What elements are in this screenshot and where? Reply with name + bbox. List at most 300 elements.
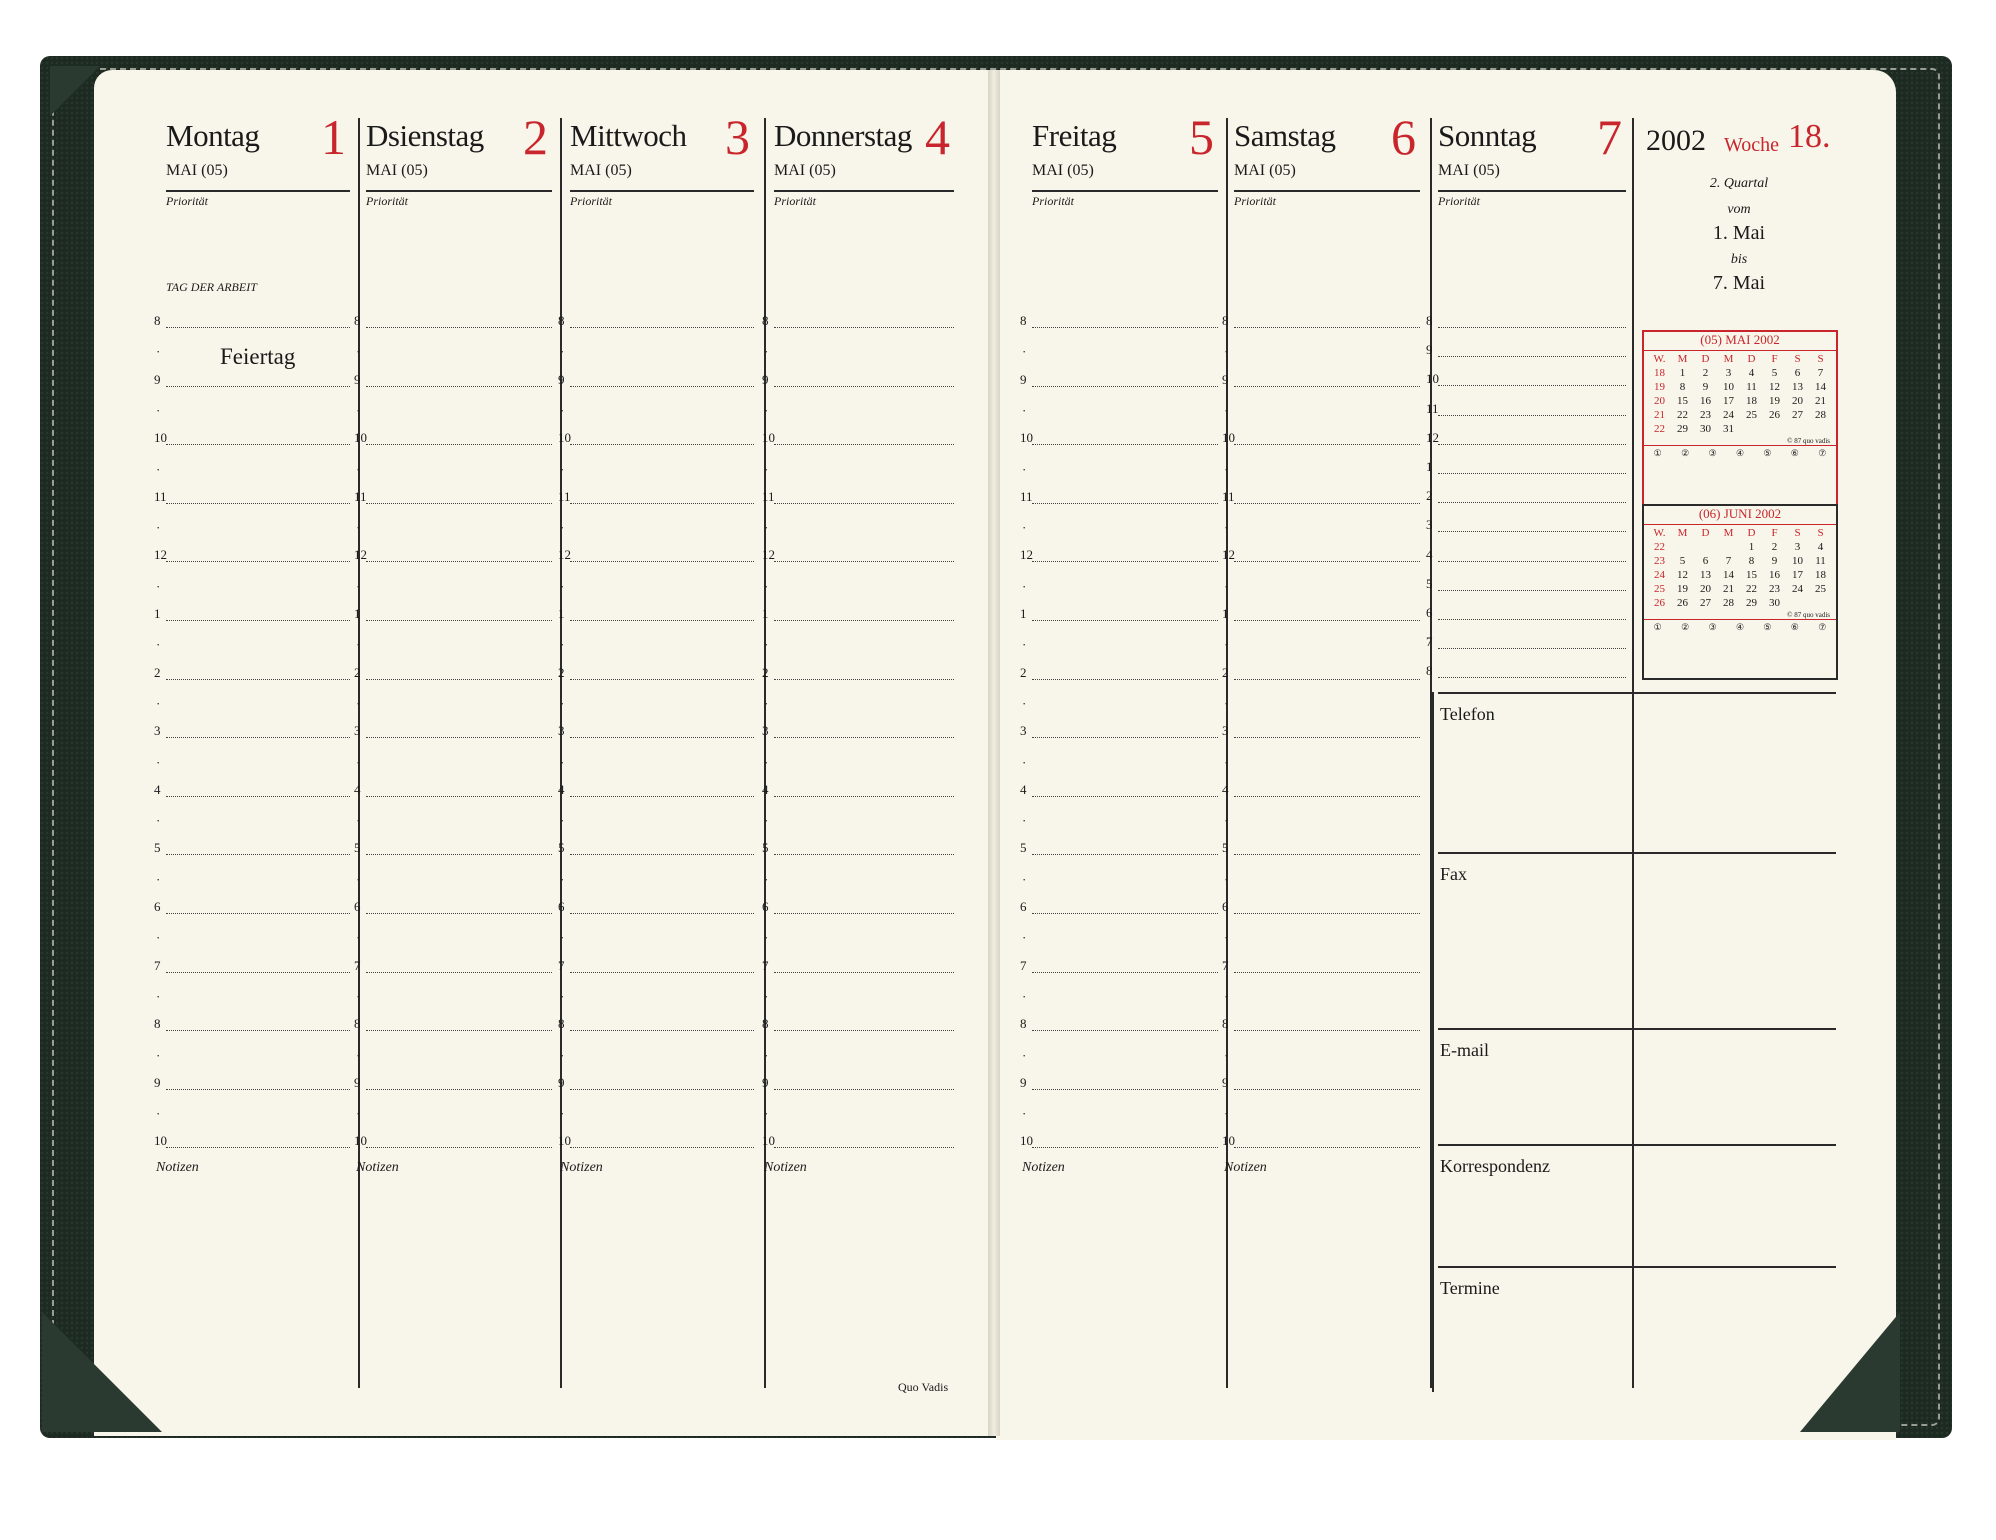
column-divider <box>1226 118 1228 1388</box>
week-number-cell: 24 <box>1654 569 1665 581</box>
notes-label: Notizen <box>1022 1160 1065 1175</box>
moon-phase-icon: ① <box>1653 448 1662 458</box>
hour-label: 8 <box>558 1016 565 1032</box>
day-cell: 25 <box>1815 583 1826 595</box>
hour-line[interactable] <box>1234 327 1420 329</box>
half-hour-marker: · <box>1022 520 1027 536</box>
hour-line[interactable] <box>1032 327 1218 329</box>
hour-label: 2 <box>558 664 565 680</box>
book-gutter <box>988 70 1000 1436</box>
mini-calendar-grid <box>1644 351 1836 437</box>
hour-line[interactable] <box>570 679 754 681</box>
hour-line[interactable] <box>570 620 754 622</box>
day-cell: 7 <box>1725 555 1732 567</box>
hour-line[interactable] <box>166 796 350 798</box>
weekday-header: M <box>1723 527 1734 539</box>
hour-label: 4 <box>558 781 565 797</box>
section-fax[interactable]: Fax <box>1440 864 1467 884</box>
half-hour-marker: · <box>764 813 769 829</box>
hour-line[interactable] <box>366 854 552 856</box>
header-rule <box>774 190 954 192</box>
day-cell: 24 <box>1792 583 1803 595</box>
half-hour-marker: · <box>1224 754 1229 770</box>
hour-line[interactable] <box>366 386 552 388</box>
hour-line[interactable] <box>366 1089 552 1091</box>
half-hour-marker: · <box>764 754 769 770</box>
hour-line[interactable] <box>166 620 350 622</box>
section-rule <box>1438 692 1836 694</box>
hour-label: 3 <box>762 723 769 739</box>
hour-line[interactable] <box>166 972 350 974</box>
hour-label: 4 <box>1222 781 1229 797</box>
mini-calendar-footer: © 87 quo vadis <box>1787 611 1830 619</box>
day-column-3 <box>570 100 754 300</box>
moon-phase-icon: ② <box>1681 622 1690 632</box>
half-hour-marker: · <box>356 1047 361 1063</box>
half-hour-marker: · <box>764 402 769 418</box>
half-hour-marker: · <box>1022 988 1027 1004</box>
hour-line[interactable] <box>1032 972 1218 974</box>
hour-line <box>1438 502 1626 504</box>
hour-line <box>1438 444 1626 446</box>
half-hour-marker: · <box>156 695 161 711</box>
half-hour-marker: · <box>156 461 161 477</box>
hour-label: 2 <box>354 664 361 680</box>
hour-line[interactable] <box>570 327 754 329</box>
hour-label: 11 <box>1222 488 1235 504</box>
hour-label: 10 <box>154 430 167 446</box>
column-divider <box>560 118 565 1388</box>
half-hour-marker: · <box>560 988 565 1004</box>
half-hour-marker: · <box>1224 637 1229 653</box>
hour-line[interactable] <box>1234 737 1420 739</box>
hour-line <box>1438 619 1626 621</box>
hour-label: 5 <box>558 840 565 856</box>
day-cell: 1 <box>1748 541 1755 553</box>
day-number: 2 <box>523 109 548 165</box>
day-cell: 22 <box>1677 409 1688 421</box>
hour-label: 8 <box>558 313 565 328</box>
day-name: Freitag <box>1032 118 1117 153</box>
hour-label: 1 <box>354 606 361 621</box>
hour-line[interactable] <box>1032 679 1218 681</box>
hour-label: 7 <box>354 957 361 973</box>
moon-phase-icon: ⑤ <box>1763 622 1772 632</box>
hour-label: 12 <box>1222 547 1235 563</box>
day-cell: 15 <box>1746 569 1757 581</box>
hour-label: 2 <box>1426 488 1433 504</box>
week-number-cell: 18 <box>1654 367 1665 379</box>
hour-line[interactable] <box>366 679 552 681</box>
half-hour-marker: · <box>764 1047 769 1063</box>
day-cell: 15 <box>1677 395 1688 407</box>
half-hour-marker: · <box>764 988 769 1004</box>
hour-label: 6 <box>1222 899 1229 914</box>
hour-line[interactable] <box>1032 1147 1218 1149</box>
hour-label: 7 <box>558 957 565 973</box>
hour-line[interactable] <box>570 503 754 505</box>
half-hour-marker: · <box>560 813 565 829</box>
half-hour-marker: · <box>560 402 565 418</box>
half-hour-marker: · <box>356 461 361 477</box>
hour-label: 10 <box>1222 430 1235 446</box>
half-hour-marker: · <box>1022 578 1027 594</box>
day-cell: 13 <box>1700 569 1711 581</box>
day-cell: 20 <box>1792 395 1803 407</box>
half-hour-marker: · <box>1224 520 1229 536</box>
hour-line[interactable] <box>166 1089 350 1091</box>
hour-line <box>1438 648 1626 650</box>
half-hour-marker: · <box>156 402 161 418</box>
half-hour-marker: · <box>1022 1047 1027 1063</box>
hour-line[interactable] <box>774 1147 954 1149</box>
day-cell: 11 <box>1815 555 1826 567</box>
hour-line[interactable] <box>774 854 954 856</box>
hour-label: 1 <box>1020 606 1027 621</box>
hour-line[interactable] <box>570 386 754 388</box>
moon-phases <box>1644 445 1836 461</box>
priority-label: Priorität <box>1032 194 1075 208</box>
hour-label: 10 <box>1222 1133 1235 1149</box>
weekday-header: D <box>1701 353 1710 365</box>
hour-line[interactable] <box>1032 561 1218 563</box>
hour-line[interactable] <box>570 1030 754 1032</box>
hour-line[interactable] <box>366 444 552 446</box>
moon-phase-icon: ⑥ <box>1790 622 1799 632</box>
day-cell: 17 <box>1723 395 1734 407</box>
half-hour-marker: · <box>156 754 161 770</box>
hour-line[interactable] <box>570 561 754 563</box>
day-column-2 <box>366 100 552 300</box>
half-hour-marker: · <box>1022 344 1027 360</box>
holiday-name: TAG DER ARBEIT <box>166 280 257 294</box>
moon-phase-icon: ④ <box>1735 448 1745 458</box>
hour-line[interactable] <box>570 1089 754 1091</box>
hour-label: 9 <box>154 1074 161 1090</box>
hour-line[interactable] <box>166 1147 350 1149</box>
hour-label: 2 <box>1020 664 1027 680</box>
hour-label: 9 <box>762 371 769 387</box>
notes-label: Notizen <box>156 1160 199 1175</box>
section-korrespondenz[interactable]: Korrespondenz <box>1440 1156 1550 1176</box>
day-cell: 26 <box>1677 597 1688 609</box>
hour-label: 7 <box>1020 957 1027 973</box>
week-number-cell: 26 <box>1654 597 1665 609</box>
hour-line[interactable] <box>1234 620 1420 622</box>
half-hour-marker: · <box>560 520 565 536</box>
half-hour-marker: · <box>1022 813 1027 829</box>
hour-line[interactable] <box>366 913 552 915</box>
day-cell: 18 <box>1746 395 1757 407</box>
hour-label: 3 <box>154 723 161 739</box>
hour-line[interactable] <box>774 444 954 446</box>
day-cell <box>1671 541 1694 553</box>
day-cell: 9 <box>1771 555 1778 567</box>
day-cell: 12 <box>1677 569 1688 581</box>
half-hour-marker: · <box>156 344 161 360</box>
hour-label: 4 <box>354 781 361 797</box>
day-name: Montag <box>166 118 260 153</box>
hour-line[interactable] <box>570 972 754 974</box>
mini-calendar-grid <box>1644 525 1836 611</box>
hour-label: 9 <box>354 1074 361 1090</box>
section-termine[interactable]: Termine <box>1440 1278 1500 1298</box>
half-hour-marker: · <box>560 1047 565 1063</box>
hour-line[interactable] <box>366 327 552 329</box>
half-hour-marker: · <box>156 578 161 594</box>
half-hour-marker: · <box>356 813 361 829</box>
hour-line[interactable] <box>1234 444 1420 446</box>
day-column-7 <box>1438 100 1626 300</box>
hour-line[interactable] <box>366 503 552 505</box>
half-hour-marker: · <box>560 461 565 477</box>
hour-label: 8 <box>1222 313 1229 328</box>
section-rule <box>1438 852 1836 854</box>
hour-line[interactable] <box>1234 796 1420 798</box>
hour-label: 8 <box>354 313 361 328</box>
half-hour-marker: · <box>156 1106 161 1122</box>
weekday-header: S <box>1794 353 1801 365</box>
hour-line[interactable] <box>166 444 350 446</box>
mini-calendar-june <box>1642 504 1838 680</box>
hour-label: 4 <box>154 781 161 797</box>
hour-line[interactable] <box>1234 913 1420 915</box>
hour-label: 10 <box>154 1133 167 1149</box>
hour-line <box>1438 590 1626 592</box>
half-hour-marker: · <box>764 695 769 711</box>
hour-label: 5 <box>1426 575 1433 591</box>
hour-line[interactable] <box>774 1030 954 1032</box>
hour-line[interactable] <box>570 913 754 915</box>
day-cell: 13 <box>1792 381 1803 393</box>
hour-line[interactable] <box>1032 737 1218 739</box>
hour-line[interactable] <box>570 796 754 798</box>
hour-line[interactable] <box>774 327 954 329</box>
priority-label: Priorität <box>1234 194 1277 208</box>
half-hour-marker: · <box>356 637 361 653</box>
hour-label: 10 <box>354 430 367 446</box>
day-cell <box>1809 597 1832 609</box>
hour-line[interactable] <box>774 972 954 974</box>
hour-line[interactable] <box>1032 1089 1218 1091</box>
half-hour-marker: · <box>1022 1106 1027 1122</box>
half-hour-marker: · <box>560 637 565 653</box>
hour-line[interactable] <box>1234 1089 1420 1091</box>
hour-line[interactable] <box>774 561 954 563</box>
hour-line[interactable] <box>1032 386 1218 388</box>
hour-label: 5 <box>154 840 161 856</box>
hour-line[interactable] <box>1234 503 1420 505</box>
hour-line <box>1438 561 1626 563</box>
hour-line[interactable] <box>366 1147 552 1149</box>
hour-label: 8 <box>154 1016 161 1032</box>
section-divider <box>1432 692 1434 1392</box>
hour-line[interactable] <box>1234 972 1420 974</box>
day-column-5 <box>1032 100 1218 300</box>
hour-label: 8 <box>762 313 769 328</box>
day-cell: 21 <box>1723 583 1734 595</box>
half-hour-marker: · <box>764 871 769 887</box>
week-label: Woche <box>1724 134 1780 156</box>
hour-label: 8 <box>154 313 161 328</box>
hour-line[interactable] <box>1032 796 1218 798</box>
header-rule <box>1234 190 1420 192</box>
hour-line[interactable] <box>366 620 552 622</box>
hour-label: 12 <box>1020 547 1033 563</box>
hour-label: 12 <box>1426 429 1439 445</box>
hour-label: 1 <box>154 606 161 621</box>
day-cell: 24 <box>1723 409 1734 421</box>
day-column-4 <box>774 100 954 300</box>
column-divider <box>358 118 360 1388</box>
half-hour-marker: · <box>560 871 565 887</box>
hour-line[interactable] <box>570 1147 754 1149</box>
hour-line[interactable] <box>774 386 954 388</box>
quarter-label: 2. Quartal <box>1709 176 1769 191</box>
day-cell: 5 <box>1679 555 1686 567</box>
hour-label: 8 <box>1020 313 1027 328</box>
hour-line[interactable] <box>1234 1147 1420 1149</box>
hour-label: 11 <box>154 488 167 504</box>
hour-label: 2 <box>154 664 161 680</box>
day-cell: 5 <box>1771 367 1778 379</box>
day-cell: 3 <box>1725 367 1732 379</box>
moon-phase-icon: ② <box>1681 448 1690 458</box>
hour-line[interactable] <box>166 854 350 856</box>
hour-line[interactable] <box>774 1089 954 1091</box>
hour-line[interactable] <box>1032 1030 1218 1032</box>
half-hour-marker: · <box>1224 1106 1229 1122</box>
day-month: MAI (05) <box>570 162 632 179</box>
hour-label: 8 <box>762 1016 769 1032</box>
day-cell: 25 <box>1746 409 1757 421</box>
half-hour-marker: · <box>1224 813 1229 829</box>
half-hour-marker: · <box>1224 988 1229 1004</box>
day-month: MAI (05) <box>1234 162 1296 179</box>
hour-line[interactable] <box>166 737 350 739</box>
moon-phase-icon: ⑥ <box>1790 448 1799 458</box>
day-cell: 10 <box>1792 555 1803 567</box>
hour-label: 9 <box>1020 371 1027 387</box>
day-cell <box>1717 541 1740 553</box>
half-hour-marker: · <box>356 344 361 360</box>
half-hour-marker: · <box>560 344 565 360</box>
hour-line[interactable] <box>570 737 754 739</box>
hour-line[interactable] <box>774 737 954 739</box>
day-cell: 23 <box>1700 409 1711 421</box>
hour-line[interactable] <box>366 1030 552 1032</box>
hour-line[interactable] <box>366 796 552 798</box>
hour-line[interactable] <box>570 854 754 856</box>
hour-label: 8 <box>1426 313 1433 328</box>
column-divider <box>764 118 769 1388</box>
notes-label: Notizen <box>560 1160 603 1175</box>
hour-label: 6 <box>154 899 161 914</box>
day-number: 7 <box>1597 109 1622 165</box>
day-cell: 16 <box>1769 569 1780 581</box>
priority-label: Priorität <box>1438 194 1481 208</box>
section-rule <box>1438 1028 1836 1030</box>
hour-line[interactable] <box>1234 854 1420 856</box>
hour-line[interactable] <box>1032 854 1218 856</box>
hour-line[interactable] <box>1234 561 1420 563</box>
hour-label: 4 <box>1020 781 1027 797</box>
hour-label: 3 <box>354 723 361 739</box>
mini-calendar-may <box>1642 330 1838 506</box>
hour-label: 9 <box>154 371 161 387</box>
hour-label: 10 <box>762 1133 775 1149</box>
hour-line[interactable] <box>774 913 954 915</box>
half-hour-marker: · <box>356 1106 361 1122</box>
hour-line[interactable] <box>1234 679 1420 681</box>
notes-label: Notizen <box>764 1160 807 1175</box>
hour-line[interactable] <box>166 503 350 505</box>
section-email[interactable]: E-mail <box>1440 1040 1489 1060</box>
hour-line[interactable] <box>366 972 552 974</box>
hour-line[interactable] <box>166 1030 350 1032</box>
hour-line[interactable] <box>366 737 552 739</box>
hour-label: 12 <box>354 547 367 563</box>
hour-label: 8 <box>354 1016 361 1032</box>
priority-label: Priorität <box>570 194 613 208</box>
day-column-1 <box>166 100 350 300</box>
hour-line <box>1438 677 1626 679</box>
half-hour-marker: · <box>1022 695 1027 711</box>
column-divider <box>1632 118 1634 1388</box>
hour-line[interactable] <box>1234 386 1420 388</box>
hour-label: 10 <box>1020 430 1033 446</box>
day-cell: 8 <box>1679 381 1686 393</box>
half-hour-marker: · <box>1224 402 1229 418</box>
hour-line[interactable] <box>774 796 954 798</box>
week-number-cell: 22 <box>1654 541 1665 553</box>
hour-label: 9 <box>762 1074 769 1090</box>
hour-line[interactable] <box>166 561 350 563</box>
hour-line[interactable] <box>1032 913 1218 915</box>
hour-line[interactable] <box>166 679 350 681</box>
hour-label: 9 <box>558 371 565 387</box>
hour-line[interactable] <box>166 386 350 388</box>
day-cell: 2 <box>1771 541 1778 553</box>
mini-calendar-title: (05) MAI 2002 <box>1644 332 1836 351</box>
day-cell: 29 <box>1746 597 1757 609</box>
hour-label: 8 <box>1222 1016 1229 1032</box>
hour-line[interactable] <box>1032 444 1218 446</box>
moon-phase-icon: ③ <box>1708 622 1717 632</box>
section-telefon[interactable]: Telefon <box>1440 704 1495 724</box>
day-cell: 18 <box>1815 569 1826 581</box>
hour-label: 3 <box>1426 517 1433 533</box>
weekday-header: D <box>1701 527 1710 539</box>
hour-line[interactable] <box>166 913 350 915</box>
hour-label: 10 <box>1426 371 1439 387</box>
half-hour-marker: · <box>356 402 361 418</box>
header-rule <box>366 190 552 192</box>
week-number-cell: 23 <box>1654 555 1665 567</box>
priority-label: Priorität <box>774 194 817 208</box>
hour-line[interactable] <box>774 503 954 505</box>
hour-line[interactable] <box>774 620 954 622</box>
hour-line[interactable] <box>1032 620 1218 622</box>
hour-line[interactable] <box>1032 503 1218 505</box>
hour-line[interactable] <box>1234 1030 1420 1032</box>
week-number-cell: 22 <box>1654 423 1665 435</box>
hour-line[interactable] <box>366 561 552 563</box>
weekday-header: D <box>1747 527 1756 539</box>
hour-line[interactable] <box>570 444 754 446</box>
hour-line[interactable] <box>774 679 954 681</box>
hour-line[interactable] <box>166 327 350 329</box>
